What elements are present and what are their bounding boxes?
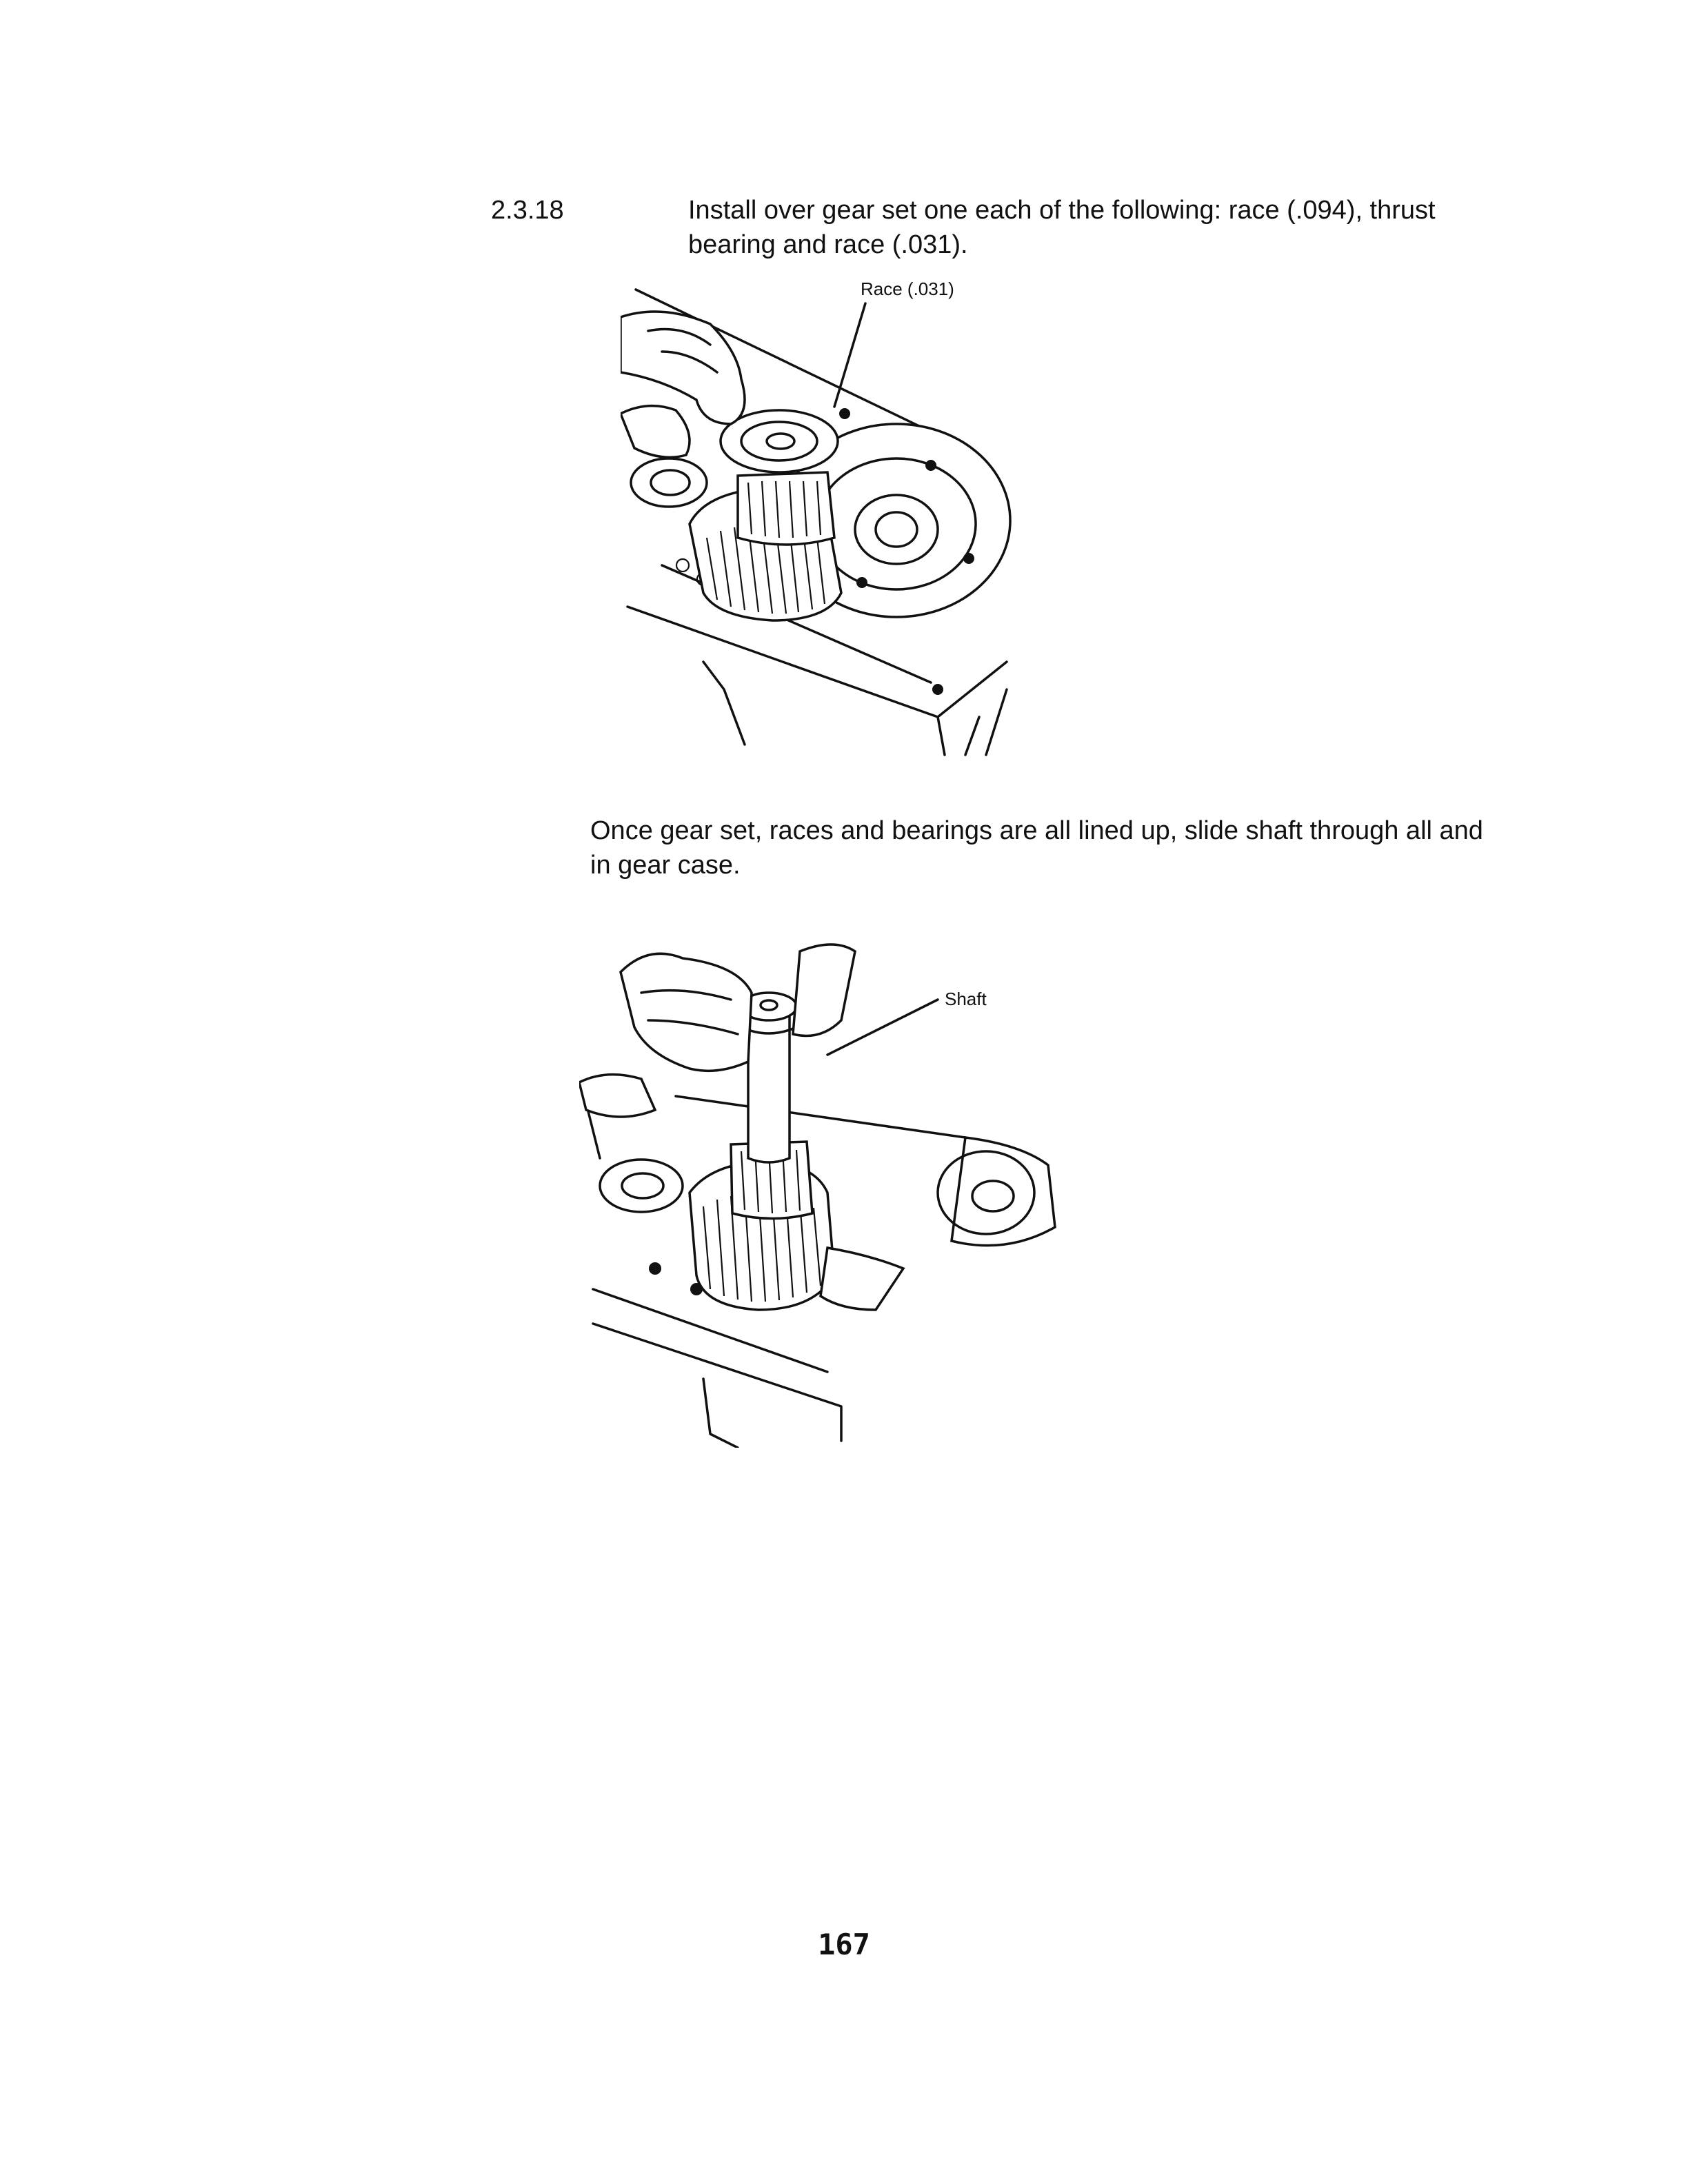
instruction-paragraph: Once gear set, races and bearings are all lined up, slide shaft through all and in gear case. — [590, 816, 1483, 880]
callout-race: Race (.031) — [861, 279, 954, 299]
figure-shaft-install — [579, 938, 1062, 1448]
callout-shaft: Shaft — [945, 989, 987, 1009]
page-number: 167 — [818, 1928, 870, 1961]
step-number: 2.3.18 — [491, 196, 564, 225]
figure-race-install — [621, 276, 1021, 758]
step-instruction: Install over gear set one each of the following: race (.094), thrust bearing and race (.031). — [688, 196, 1436, 259]
